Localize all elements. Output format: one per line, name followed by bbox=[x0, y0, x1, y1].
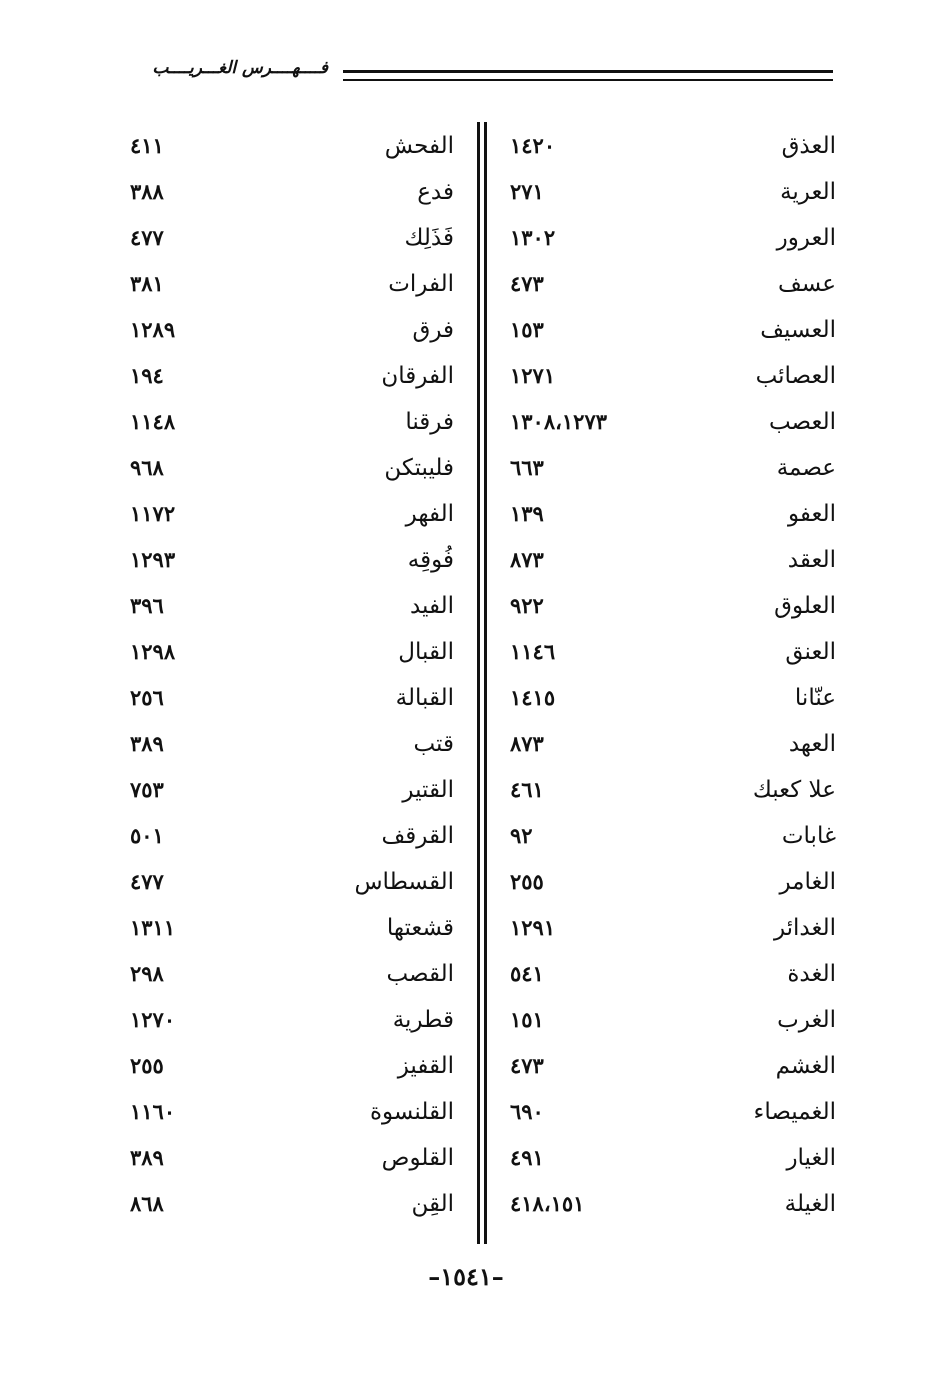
index-entry bbox=[120, 722, 454, 768]
index-entry bbox=[500, 1044, 836, 1090]
index-page-ref: ٤٧٣ bbox=[510, 1053, 544, 1078]
index-term: العقد bbox=[787, 547, 836, 573]
index-page-ref: ٣٨٩ bbox=[130, 1145, 164, 1170]
column-divider-line bbox=[477, 122, 480, 1244]
index-entry bbox=[500, 952, 836, 998]
index-entry bbox=[500, 308, 836, 354]
index-page-ref: ٤١١ bbox=[130, 133, 164, 158]
index-entry bbox=[500, 998, 836, 1044]
column-divider-line bbox=[484, 122, 487, 1244]
index-entry bbox=[120, 354, 454, 400]
index-term: فرقنا bbox=[405, 409, 454, 435]
index-term: قتب bbox=[413, 731, 454, 757]
index-page-ref: ١٢٨٩ bbox=[130, 317, 176, 342]
index-page-ref: ٦٦٣ bbox=[510, 455, 544, 480]
index-term: القتير bbox=[402, 777, 454, 803]
index-page-ref: ١١٦٠ bbox=[130, 1099, 176, 1124]
index-entry bbox=[500, 170, 836, 216]
index-page-ref: ١٣٩ bbox=[510, 501, 544, 526]
index-term: القفيز bbox=[397, 1053, 454, 1079]
index-term: العصب bbox=[768, 409, 836, 435]
index-entry bbox=[500, 446, 836, 492]
index-page-ref: ٣٩٦ bbox=[130, 593, 164, 618]
index-page-ref: ٧٥٣ bbox=[130, 777, 164, 802]
header-rule-thin bbox=[343, 79, 833, 81]
index-term: القلوص bbox=[381, 1145, 454, 1171]
index-entry bbox=[120, 492, 454, 538]
index-page-ref: ٤٧٧ bbox=[130, 869, 164, 894]
index-term: فليبتكن bbox=[384, 455, 454, 481]
index-term: الفهر bbox=[405, 501, 454, 527]
index-entry bbox=[120, 814, 454, 860]
index-page-ref: ٩٢٢ bbox=[510, 593, 544, 618]
index-page-ref: ٥٠١ bbox=[130, 823, 164, 848]
index-term: العصائب bbox=[755, 363, 836, 389]
index-entry bbox=[500, 676, 836, 722]
index-page-ref: ٢٥٥ bbox=[510, 869, 544, 894]
index-entry bbox=[500, 584, 836, 630]
index-entry bbox=[500, 216, 836, 262]
index-term: القبالة bbox=[395, 685, 454, 711]
index-term: القبال bbox=[398, 639, 454, 665]
index-term: الفرات bbox=[388, 271, 454, 297]
index-page-ref: ٨٧٣ bbox=[510, 731, 544, 756]
index-page-ref: ١١٧٢ bbox=[130, 501, 176, 526]
index-page-ref: ٣٨١ bbox=[130, 271, 164, 296]
index-entry bbox=[120, 952, 454, 998]
index-entry bbox=[120, 630, 454, 676]
index-page-ref: ٢٥٦ bbox=[130, 685, 164, 710]
index-term: قطرية bbox=[392, 1007, 454, 1033]
index-term: العرور bbox=[776, 225, 836, 251]
index-column-right bbox=[500, 124, 836, 1228]
index-page-ref: ١٢٩١ bbox=[510, 915, 556, 940]
index-page-ref: ١١٤٦ bbox=[510, 639, 556, 664]
index-entry bbox=[120, 906, 454, 952]
index-term: عنّانا bbox=[794, 685, 836, 711]
index-entry bbox=[120, 170, 454, 216]
index-page-ref: ٤٩١ bbox=[510, 1145, 544, 1170]
index-entry bbox=[500, 860, 836, 906]
index-term: الغيلة bbox=[784, 1191, 836, 1217]
index-entry bbox=[120, 768, 454, 814]
index-entry bbox=[120, 998, 454, 1044]
index-entry bbox=[120, 446, 454, 492]
page-number: –١٥٤١– bbox=[428, 1262, 504, 1291]
index-page-ref: ٤٧٧ bbox=[130, 225, 164, 250]
index-term: فَذَلِك bbox=[404, 225, 454, 251]
index-term: عسف bbox=[777, 271, 836, 297]
index-term: القرقف bbox=[381, 823, 454, 849]
index-term: الغميصاء bbox=[753, 1099, 836, 1125]
index-entry bbox=[500, 492, 836, 538]
index-term: الفرقان bbox=[381, 363, 454, 389]
index-term: العسيف bbox=[760, 317, 836, 343]
index-entry bbox=[500, 722, 836, 768]
index-entry bbox=[500, 262, 836, 308]
index-entry bbox=[120, 676, 454, 722]
index-entry bbox=[120, 584, 454, 630]
index-page-ref: ١٢٧٠ bbox=[130, 1007, 176, 1032]
index-entry bbox=[500, 538, 836, 584]
index-entry bbox=[500, 1182, 836, 1228]
index-entry bbox=[120, 1044, 454, 1090]
index-term: العنق bbox=[785, 639, 836, 665]
index-page-ref: ١٤١٥ bbox=[510, 685, 556, 710]
index-page-ref: ٨٧٣ bbox=[510, 547, 544, 572]
index-page-ref: ٨٦٨ bbox=[130, 1191, 164, 1216]
index-term: غابات bbox=[781, 823, 836, 849]
index-term: القسطاس bbox=[354, 869, 454, 895]
header-rule-thick bbox=[343, 70, 833, 73]
index-page-ref: ٢٥٥ bbox=[130, 1053, 164, 1078]
index-term: العذق bbox=[781, 133, 836, 159]
index-entry bbox=[500, 630, 836, 676]
index-page-ref: ١٤٢٠ bbox=[510, 133, 556, 158]
index-entry bbox=[500, 1090, 836, 1136]
index-entry bbox=[500, 768, 836, 814]
index-term: القصب bbox=[386, 961, 454, 987]
index-term: العفو bbox=[787, 501, 836, 527]
index-entry bbox=[500, 354, 836, 400]
index-term: الغامر bbox=[779, 869, 836, 895]
index-term: قشعتها bbox=[386, 915, 454, 941]
index-page-ref: ١٩٤ bbox=[130, 363, 164, 388]
index-entry bbox=[500, 814, 836, 860]
index-page-ref: ١٥٣ bbox=[510, 317, 544, 342]
index-term: الفيد bbox=[409, 593, 454, 619]
index-page-ref: ١٥١ bbox=[510, 1007, 544, 1032]
index-page-ref: ٩٦٨ bbox=[130, 455, 164, 480]
index-term: العرية bbox=[780, 179, 836, 205]
index-term: القِن bbox=[411, 1191, 454, 1217]
index-term: الغيار bbox=[786, 1145, 836, 1171]
index-page-ref: ٢٧١ bbox=[510, 179, 544, 204]
index-term: العلوق bbox=[774, 593, 836, 619]
index-term: الغدائر bbox=[773, 915, 836, 941]
index-entry bbox=[120, 308, 454, 354]
index-entry bbox=[500, 124, 836, 170]
index-page-ref: ٣٨٨ bbox=[130, 179, 164, 204]
index-page-ref: ٤٦١ bbox=[510, 777, 544, 802]
index-term: الغرب bbox=[777, 1007, 836, 1033]
index-entry bbox=[500, 906, 836, 952]
index-column-left bbox=[120, 124, 454, 1228]
index-page-ref: ١١٤٨ bbox=[130, 409, 176, 434]
index-entry bbox=[120, 538, 454, 584]
index-page-ref: ١٣٠٨،١٢٧٣ bbox=[510, 409, 608, 434]
index-entry bbox=[120, 124, 454, 170]
index-term: فرق bbox=[412, 317, 454, 343]
index-page-ref: ٦٩٠ bbox=[510, 1099, 544, 1124]
index-page-ref: ٤١٨،١٥١ bbox=[510, 1191, 585, 1216]
index-page-ref: ١٢٩٣ bbox=[130, 547, 176, 572]
index-entry bbox=[120, 400, 454, 446]
index-page-ref: ١٢٩٨ bbox=[130, 639, 176, 664]
index-term: القلنسوة bbox=[369, 1099, 454, 1125]
index-page-ref: ٥٤١ bbox=[510, 961, 544, 986]
index-term: الغشم bbox=[775, 1053, 836, 1079]
index-term: فُوقِه bbox=[407, 547, 454, 573]
index-page-ref: ١٣١١ bbox=[130, 915, 176, 940]
index-term: علا كعبك bbox=[752, 777, 836, 803]
index-entry bbox=[120, 1182, 454, 1228]
index-term: الفحش bbox=[384, 133, 454, 159]
index-term: عصمة bbox=[776, 455, 836, 481]
index-entry bbox=[120, 262, 454, 308]
running-header-title: فــــهــــرس الغـــريــــب bbox=[152, 58, 328, 78]
index-entry bbox=[500, 1136, 836, 1182]
index-page-ref: ٩٢ bbox=[510, 823, 533, 848]
index-entry bbox=[120, 1136, 454, 1182]
index-entry bbox=[120, 1090, 454, 1136]
index-page-ref: ٣٨٩ bbox=[130, 731, 164, 756]
index-entry bbox=[120, 216, 454, 262]
index-page-ref: ٤٧٣ bbox=[510, 271, 544, 296]
index-page-ref: ١٣٠٢ bbox=[510, 225, 556, 250]
index-page-ref: ٢٩٨ bbox=[130, 961, 164, 986]
index-entry bbox=[500, 400, 836, 446]
index-term: العهد bbox=[788, 731, 836, 757]
index-term: الغدة bbox=[787, 961, 836, 987]
index-term: فدع bbox=[417, 179, 454, 205]
index-entry bbox=[120, 860, 454, 906]
index-page-ref: ١٢٧١ bbox=[510, 363, 556, 388]
